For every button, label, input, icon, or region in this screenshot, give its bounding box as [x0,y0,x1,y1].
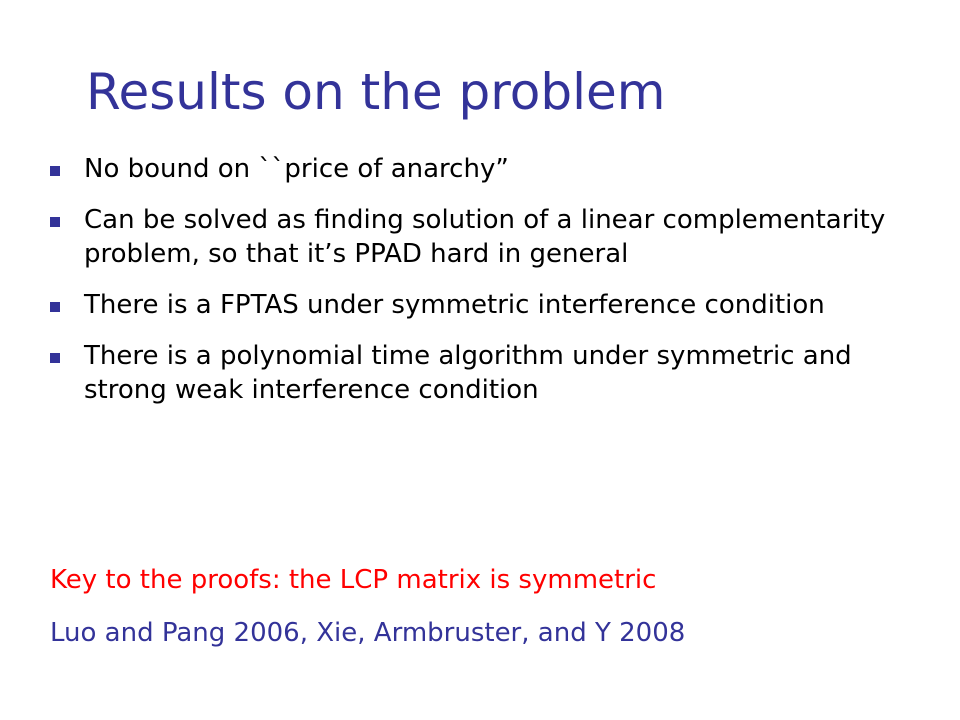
bullet-text: There is a polynomial time algorithm under symmetric and strong weak interference condition [84,341,852,405]
bullet-item [50,203,930,271]
bullet-text: Can be solved as finding solution of a linear complementarity problem, so that it’s PPAD hard in general [84,205,886,269]
bullet-item [50,339,930,407]
reference-citation: Luo and Pang 2006, Xie, Armbruster, and Y 2008 [50,618,686,648]
bullet-item [50,288,930,322]
square-bullet-icon [50,302,60,312]
bullet-text: No bound on ``price of anarchy” [84,154,509,184]
square-bullet-icon [50,353,60,363]
bullet-item [50,152,930,186]
bullet-text: There is a FPTAS under symmetric interference condition [84,290,825,320]
square-bullet-icon [50,217,60,227]
bullet-list [50,152,930,424]
slide-title: Results on the problem [86,63,666,121]
square-bullet-icon [50,166,60,176]
key-proof-note: Key to the proofs: the LCP matrix is symmetric [50,565,657,595]
